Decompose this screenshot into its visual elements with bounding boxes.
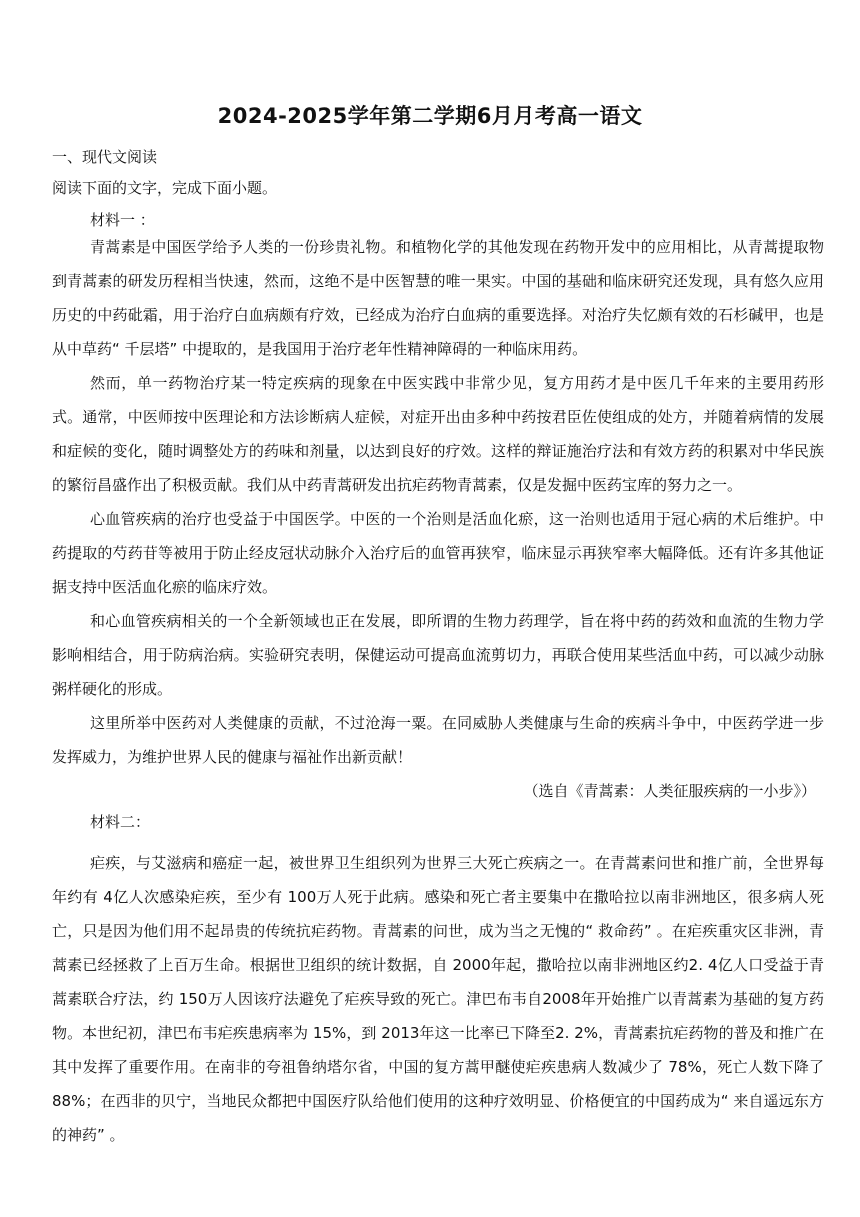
material-one-paragraph: 然而，单一药物治疗某一特定疾病的现象在中医实践中非常少见，复方用药才是中医几千年来的主要用药形式。通常，中医师按中医理论和方法诊断病人症候，对症开出由多种中药按君臣佐使组成的处方，并随着病情的发展和症候的变化，随时调整处方的药味和剂量，以达到良好的疗效。这样的辩证施治疗法和有效方药的积累对中华民族的繁衍昌盛作出了积极贡献。我们从中药青蒿研发出抗疟药物青蒿素，仅是发掘中医药宝库的努力之一。 [52, 374, 824, 494]
material-one-source: （选自《青蒿素：人类征服疾病的一小步》） [523, 782, 816, 800]
document-title: 2024-2025学年第二学期6月月考高一语文 [217, 104, 643, 128]
material-one-paragraph: 心血管疾病的治疗也受益于中国医学。中医的一个治则是活血化瘀，这一治则也适用于冠心病的术后维护。中药提取的芍药苷等被用于防止经皮冠状动脉介入治疗后的血管再狭窄，临床显示再狭窄率大幅降低。还有许多其他证据支持中医活血化瘀的临床疗效。 [52, 510, 824, 596]
material-one-paragraph: 青蒿素是中国医学给予人类的一份珍贵礼物。和植物化学的其他发现在药物开发中的应用相比，从青蒿提取物到青蒿素的研发历程相当快速，然而，这绝不是中医智慧的唯一果实。中国的基础和临床研究还发现，具有悠久应用历史的中药砒霜，用于治疗白血病颇有疗效，已经成为治疗白血病的重要选择。对治疗失忆颇有效的石杉碱甲，也是从中草药“ 千层塔” 中提取的，是我国用于治疗老年性精神障碍的一种临床用药。 [52, 238, 824, 358]
document-body [52, 147, 824, 1152]
instruction-text: 阅读下面的文字，完成下面小题。 [52, 179, 278, 197]
material-one-paragraph: 这里所举中医药对人类健康的贡献，不过沧海一粟。在同威胁人类健康与生命的疾病斗争中，中医药学进一步发挥威力，为维护世界人民的健康与福祉作出新贡献！ [52, 714, 824, 766]
material-one-paragraph: 和心血管疾病相关的一个全新领域也正在发展，即所谓的生物力药理学，旨在将中药的药效和血流的生物力学影响相结合，用于防病治病。实验研究表明，保健运动可提高血流剪切力，再联合使用某些活血中药，可以减少动脉粥样硬化的形成。 [52, 612, 824, 698]
material-two-paragraph: 疟疾，与艾滋病和癌症一起，被世界卫生组织列为世界三大死亡疾病之一。在青蒿素问世和推广前，全世界每年约有 4亿人次感染疟疾，至少有 100万人死于此病。感染和死亡者主要集中在撒哈拉以南非洲地区，很多病人死亡，只是因为他们用不起昂贵的传统抗疟药物。青蒿素的问世，成为当之无愧的“ 救命药” 。在疟疾重灾区非洲，青蒿素已经拯救了上百万生命。根据世卫组织的统计数据，自 2000年起，撒哈拉以南非洲地区约2. 4亿人口受益于青蒿素联合疗法，约 150万人因该疗法避免了疟疾导致的死亡。津巴布韦自2008年开始推广以青蒿素为基础的复方药物。本世纪初，津巴布韦疟疾患病率为 15%，到 2013年这一比率已下降至2. 2%，青蒿素抗疟药物的普及和推广在其中发挥了重要作用。在南非的夸祖鲁纳塔尔省，中国的复方蒿甲醚使疟疾患病人数减少了 78%，死亡人数下降了 88%；在西非的贝宁，当地民众都把中国医疗队给他们使用的这种疗效明显、价格便宜的中国药成为“ 来自遥远东方的神药” 。 [52, 854, 824, 1144]
material-two-label: 材料二： [90, 813, 151, 831]
material-one-label: 材料一 ： [90, 211, 155, 229]
section-heading: 一、现代文阅读 [52, 148, 158, 166]
